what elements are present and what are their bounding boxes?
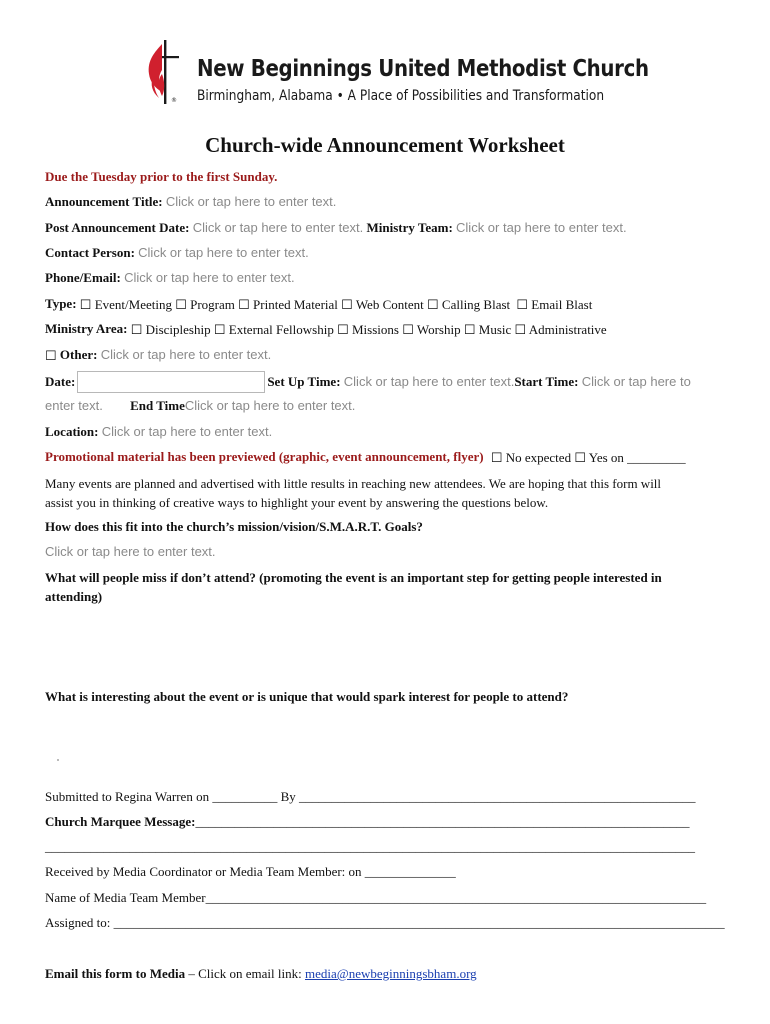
- email-link[interactable]: media@newbeginningsbham.org: [304, 966, 477, 981]
- other-label: Other:: [59, 347, 98, 362]
- date-input[interactable]: [77, 371, 265, 393]
- due-note: Due the Tuesday prior to the first Sunday.: [45, 169, 278, 184]
- email-row: [45, 966, 740, 982]
- intro-line-1: Many events are planned and advertised with little results in reaching new attendees. We are hoping that this form will: [45, 476, 662, 491]
- question-miss-line-1: What will people miss if don’t attend? (promoting the event is an important step for getting people interested in: [45, 570, 662, 585]
- end-time-label: End Time: [130, 398, 185, 413]
- location-field[interactable]: Click or tap here to enter text.: [101, 424, 273, 439]
- other-checkbox[interactable]: ☐: [45, 348, 57, 364]
- contact-person-field[interactable]: Click or tap here to enter text.: [138, 245, 309, 260]
- date-time-row: [45, 372, 740, 394]
- ministry-team-label: Ministry Team:: [366, 220, 453, 235]
- promo-no-checkbox[interactable]: ☐ No expected: [490, 450, 572, 466]
- received-line: Received by Media Coordinator or Media Team Member: on ______________: [45, 864, 456, 879]
- type-printed-material-checkbox[interactable]: ☐ Printed Material: [238, 297, 338, 313]
- stray-mark: [57, 759, 59, 761]
- question-miss-line-2: attending): [45, 589, 103, 604]
- setup-time-field[interactable]: Click or tap here to enter text.: [343, 373, 515, 389]
- type-label: Type:: [45, 296, 77, 311]
- phone-email-row: [45, 270, 740, 286]
- type-row: [45, 296, 740, 313]
- media-member-line: Name of Media Team Member_____________________________________________________________________________: [45, 890, 707, 905]
- intro-line-2: assist you in thinking of creative ways to highlight your event by answering the questions below.: [45, 495, 549, 510]
- question-unique: What is interesting about the event or is unique that would spark interest for people to attend?: [45, 689, 569, 704]
- question-miss: [45, 568, 715, 606]
- announcement-title-label: Announcement Title:: [45, 194, 163, 209]
- phone-email-label: Phone/Email:: [45, 270, 121, 285]
- announcement-title-row: [45, 194, 740, 210]
- ministry-team-field[interactable]: Click or tap here to enter text.: [456, 220, 627, 235]
- end-time-row: [45, 398, 740, 414]
- contact-person-label: Contact Person:: [45, 245, 135, 260]
- contact-person-row: [45, 245, 740, 261]
- location-row: [45, 424, 740, 440]
- marquee-line-2: ____________________________________________________________________________________________________: [45, 839, 695, 854]
- ministry-administrative-checkbox[interactable]: ☐ Administrative: [514, 322, 607, 338]
- registered-mark: ®: [171, 97, 177, 104]
- methodist-cross-flame-logo: [141, 38, 187, 106]
- other-row: [45, 347, 740, 364]
- ministry-discipleship-checkbox[interactable]: ☐ Discipleship: [130, 322, 211, 338]
- marquee-label: Church Marquee Message:: [45, 814, 196, 829]
- promo-yes-checkbox[interactable]: ☐ Yes on _________: [574, 450, 686, 466]
- question-mission: How does this fit into the church’s mission/vision/S.M.A.R.T. Goals?: [45, 519, 423, 534]
- question-mission-field[interactable]: Click or tap here to enter text.: [45, 544, 216, 559]
- ministry-external-fellowship-checkbox[interactable]: ☐ External Fellowship: [213, 322, 334, 338]
- post-date-label: Post Announcement Date:: [45, 220, 190, 235]
- location-label: Location:: [45, 424, 99, 439]
- email-instruction-text: – Click on email link:: [185, 966, 305, 981]
- ministry-missions-checkbox[interactable]: ☐ Missions: [337, 322, 399, 338]
- other-field[interactable]: Click or tap here to enter text.: [100, 347, 272, 362]
- type-program-checkbox[interactable]: ☐ Program: [175, 297, 235, 313]
- post-date-field[interactable]: Click or tap here to enter text.: [192, 220, 364, 235]
- ministry-area-label: Ministry Area:: [45, 321, 128, 336]
- start-time-field[interactable]: Click or tap here to: [581, 373, 691, 389]
- marquee-row: [45, 814, 740, 830]
- start-time-field-continued[interactable]: enter text.: [45, 398, 103, 413]
- ministry-worship-checkbox[interactable]: ☐ Worship: [402, 322, 461, 338]
- type-calling-blast-checkbox[interactable]: ☐ Calling Blast: [427, 297, 511, 313]
- date-label: Date:: [45, 373, 76, 389]
- type-email-blast-checkbox[interactable]: ☐ Email Blast: [516, 297, 593, 313]
- promo-label: Promotional material has been previewed (graphic, event announcement, flyer): [45, 449, 484, 464]
- post-date-row: [45, 220, 740, 236]
- start-time-label: Start Time:: [514, 373, 579, 389]
- setup-time-label: Set Up Time:: [267, 373, 341, 389]
- ministry-area-row: [45, 321, 740, 338]
- marquee-line: ____________________________________________________________________________: [195, 814, 690, 829]
- promo-row: [45, 449, 740, 466]
- submitted-line: Submitted to Regina Warren on __________ By _____________________________________________________________: [45, 789, 696, 804]
- type-event-meeting-checkbox[interactable]: ☐ Event/Meeting: [79, 297, 172, 313]
- type-web-content-checkbox[interactable]: ☐ Web Content: [341, 297, 424, 313]
- question-mission-answer-row: [45, 544, 740, 560]
- phone-email-field[interactable]: Click or tap here to enter text.: [124, 270, 295, 285]
- end-time-field[interactable]: Click or tap here to enter text.: [184, 398, 356, 413]
- ministry-music-checkbox[interactable]: ☐ Music: [463, 322, 512, 338]
- announcement-title-field[interactable]: Click or tap here to enter text.: [165, 194, 337, 209]
- intro-paragraph: [45, 474, 715, 512]
- email-instruction-bold: Email this form to Media: [45, 966, 186, 981]
- organization-name: New Beginnings United Methodist Church: [197, 56, 649, 82]
- assigned-line: Assigned to: ______________________________________________________________________________________________: [45, 915, 725, 930]
- organization-tagline: Birmingham, Alabama • A Place of Possibilities and Transformation: [197, 88, 605, 104]
- page-title: Church-wide Announcement Worksheet: [205, 133, 565, 157]
